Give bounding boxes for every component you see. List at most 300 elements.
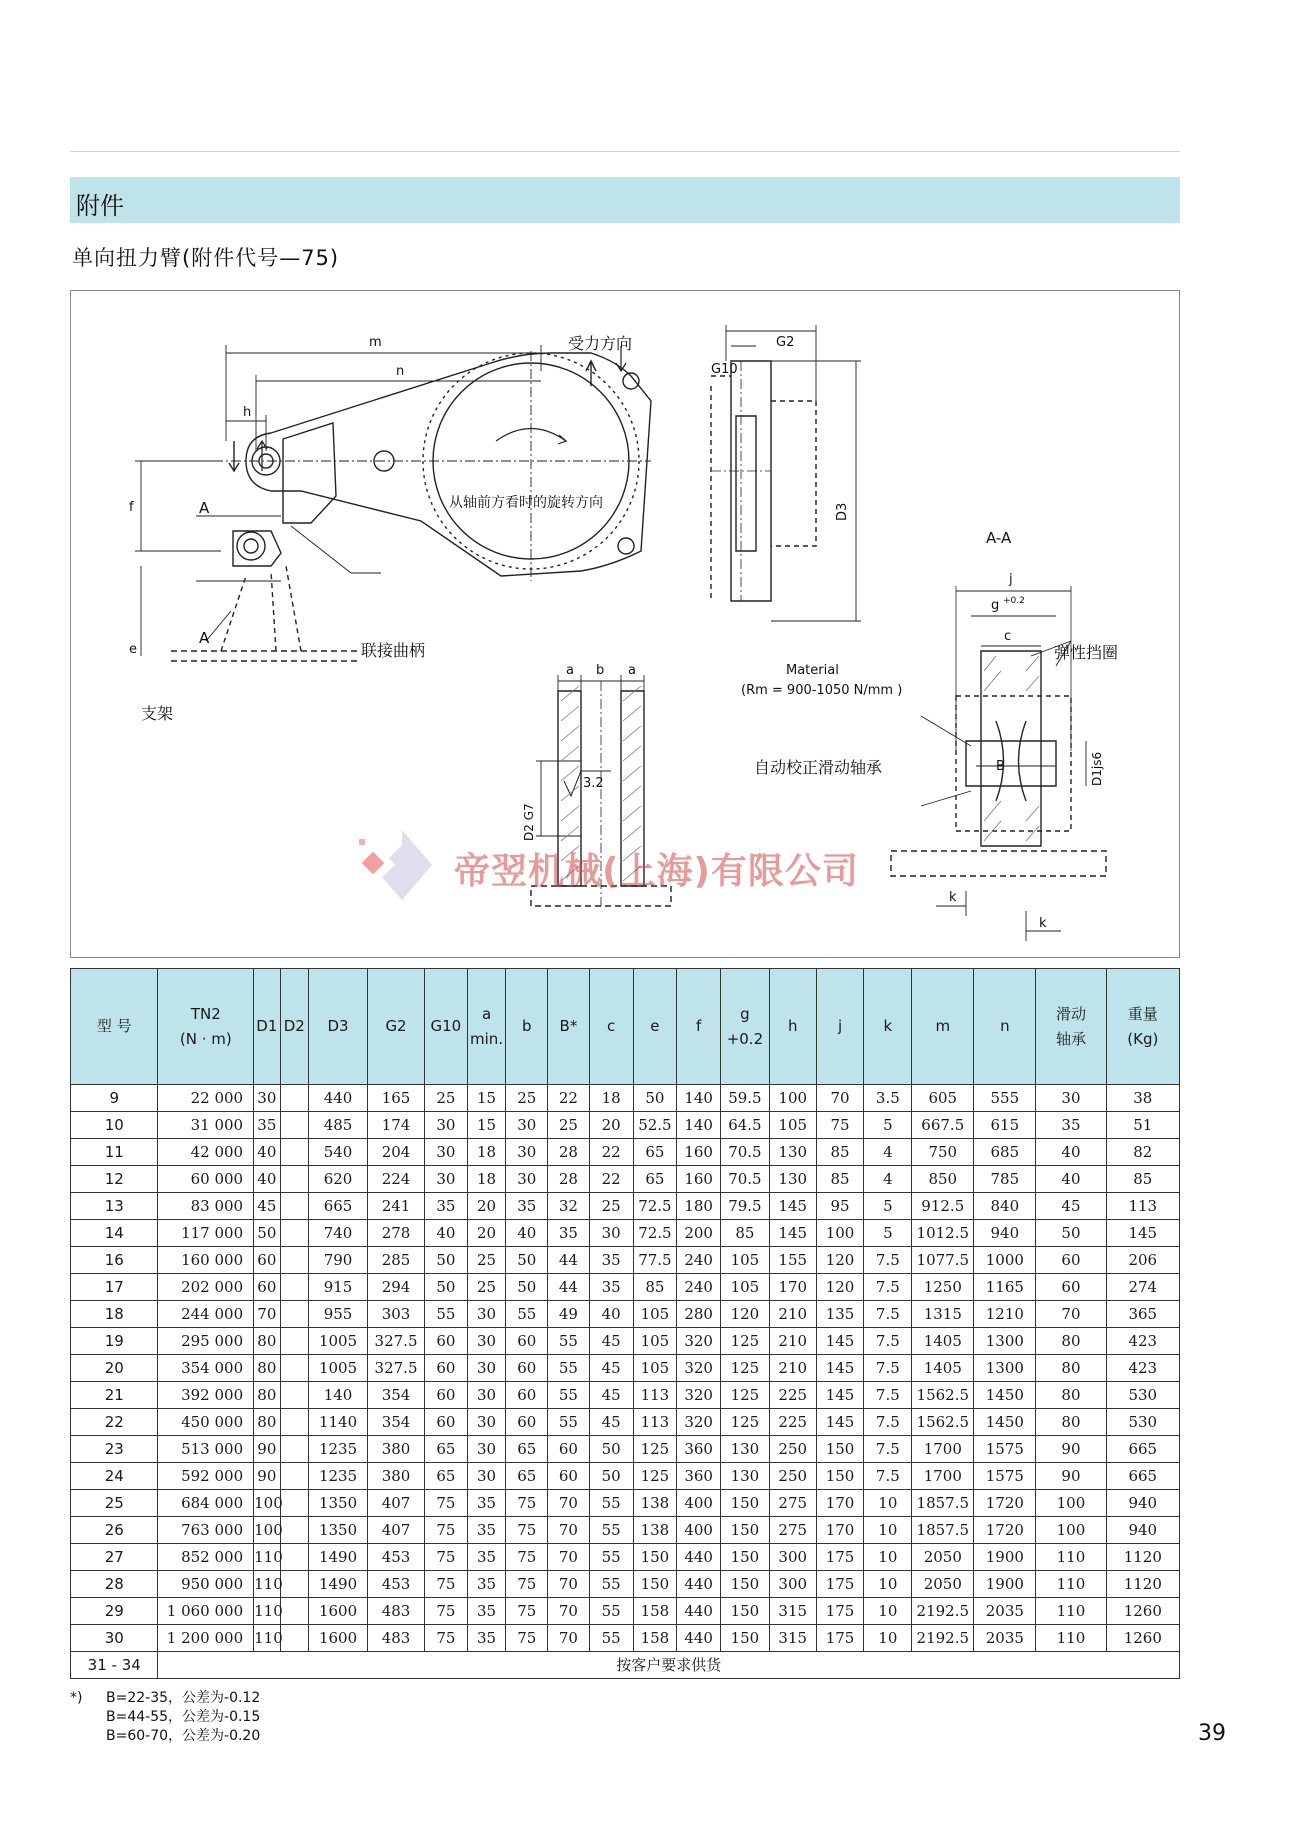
- table-cell: 225: [769, 1382, 816, 1409]
- table-cell: 45: [1036, 1193, 1106, 1220]
- table-cell: 145: [816, 1328, 864, 1355]
- table-cell: 60: [506, 1409, 548, 1436]
- table-row: [71, 1220, 1180, 1247]
- table-cell: 360: [677, 1436, 721, 1463]
- table-cell: [280, 1139, 308, 1166]
- table-cell: 60: [506, 1355, 548, 1382]
- table-cell: 138: [633, 1490, 677, 1517]
- table-cell: 14: [71, 1220, 158, 1247]
- table-cell: 138: [633, 1517, 677, 1544]
- table-cell: 7.5: [864, 1382, 912, 1409]
- table-cell: 110: [1036, 1625, 1106, 1652]
- footnote-line: B=44-55，公差为-0.15: [106, 1709, 261, 1725]
- table-cell: 42 000: [158, 1139, 254, 1166]
- table-cell: 55: [589, 1544, 633, 1571]
- dim-g10: G10: [711, 362, 738, 377]
- table-cell: 90: [1036, 1436, 1106, 1463]
- table-cell: 210: [769, 1301, 816, 1328]
- table-cell: 158: [633, 1625, 677, 1652]
- table-cell: 750: [912, 1139, 974, 1166]
- table-cell: 30: [467, 1436, 506, 1463]
- table-cell: 400: [677, 1517, 721, 1544]
- table-cell: 160: [677, 1139, 721, 1166]
- table-cell: 80: [1036, 1328, 1106, 1355]
- table-cell: 80: [254, 1355, 280, 1382]
- column-header: [633, 969, 677, 1085]
- table-cell: 32: [548, 1193, 590, 1220]
- table-cell: 110: [1036, 1571, 1106, 1598]
- table-cell: 11: [71, 1139, 158, 1166]
- table-row: [71, 1274, 1180, 1301]
- table-cell: 2050: [912, 1571, 974, 1598]
- table-cell: 35: [506, 1193, 548, 1220]
- table-cell: [280, 1355, 308, 1382]
- table-cell: 1600: [309, 1598, 368, 1625]
- dim-k-right: k: [1039, 916, 1047, 931]
- table-cell: 17: [71, 1274, 158, 1301]
- table-row: [71, 1625, 1180, 1652]
- table-cell: 60: [548, 1463, 590, 1490]
- table-cell: 155: [769, 1247, 816, 1274]
- table-cell: 605: [912, 1085, 974, 1112]
- top-rule: [70, 151, 1180, 152]
- dim-a-left: a: [566, 663, 574, 678]
- table-cell: 45: [254, 1193, 280, 1220]
- table-cell: 83 000: [158, 1193, 254, 1220]
- table-cell: 64.5: [721, 1112, 770, 1139]
- dim-b-lower: b: [596, 663, 605, 678]
- table-cell: 110: [254, 1625, 280, 1652]
- table-cell: 75: [425, 1490, 468, 1517]
- force-direction-label: 受力方向: [568, 334, 633, 353]
- crank-outline: [283, 423, 336, 523]
- table-cell: 60: [425, 1409, 468, 1436]
- table-cell: 1857.5: [912, 1517, 974, 1544]
- table-row: [71, 1193, 1180, 1220]
- column-header-label: D3: [327, 1017, 349, 1035]
- table-cell: 35: [467, 1544, 506, 1571]
- table-cell: 530: [1106, 1409, 1179, 1436]
- table-cell: 100: [769, 1085, 816, 1112]
- table-cell: 955: [309, 1301, 368, 1328]
- table-cell: 210: [769, 1328, 816, 1355]
- dim-b-upper: B: [996, 759, 1005, 774]
- table-row-custom: [71, 1652, 1180, 1679]
- table-cell: 150: [816, 1436, 864, 1463]
- table-cell: 145: [769, 1220, 816, 1247]
- column-header-label: 滑动: [1055, 1004, 1086, 1023]
- column-header: [368, 969, 425, 1085]
- table-cell: 117 000: [158, 1220, 254, 1247]
- column-header-sublabel: (N · m): [179, 1029, 232, 1048]
- table-cell: 30: [467, 1382, 506, 1409]
- table-cell: 50: [1036, 1220, 1106, 1247]
- table-cell: [280, 1112, 308, 1139]
- table-cell: 50: [506, 1247, 548, 1274]
- table-cell: 320: [677, 1355, 721, 1382]
- table-cell: 530: [1106, 1382, 1179, 1409]
- table-cell: 174: [368, 1112, 425, 1139]
- table-cell: 555: [974, 1085, 1036, 1112]
- table-cell: [280, 1247, 308, 1274]
- table-cell: 1012.5: [912, 1220, 974, 1247]
- table-cell: 1490: [309, 1571, 368, 1598]
- bracket-label: 支架: [141, 704, 174, 723]
- table-cell: 75: [425, 1625, 468, 1652]
- table-cell: 30: [506, 1139, 548, 1166]
- table-cell: 80: [254, 1328, 280, 1355]
- table-cell: [280, 1274, 308, 1301]
- dim-j: j: [1009, 572, 1013, 587]
- table-cell: 80: [1036, 1355, 1106, 1382]
- table-row: [71, 1301, 1180, 1328]
- table-cell: 1450: [974, 1382, 1036, 1409]
- table-cell: 70: [816, 1085, 864, 1112]
- table-row: [71, 1247, 1180, 1274]
- column-header: [1036, 969, 1106, 1085]
- table-cell: 44: [548, 1274, 590, 1301]
- table-cell: 175: [816, 1571, 864, 1598]
- table-cell: 1300: [974, 1355, 1036, 1382]
- table-cell: 150: [721, 1490, 770, 1517]
- table-cell: 12: [71, 1166, 158, 1193]
- table-row: [71, 1517, 1180, 1544]
- table-cell: 60: [506, 1382, 548, 1409]
- table-row: [71, 1463, 1180, 1490]
- table-cell: 113: [633, 1382, 677, 1409]
- table-cell: [280, 1301, 308, 1328]
- column-header: [506, 969, 548, 1085]
- column-header-label: f: [695, 1017, 702, 1035]
- table-cell: 70: [254, 1301, 280, 1328]
- table-cell: 80: [254, 1409, 280, 1436]
- table-cell: 1250: [912, 1274, 974, 1301]
- column-header: [425, 969, 468, 1085]
- table-cell: 145: [1106, 1220, 1179, 1247]
- table-cell: 365: [1106, 1301, 1179, 1328]
- table-cell: 24: [71, 1463, 158, 1490]
- table-cell: 113: [1106, 1193, 1179, 1220]
- table-cell: 35: [467, 1490, 506, 1517]
- table-cell: 140: [677, 1085, 721, 1112]
- table-row: [71, 1328, 1180, 1355]
- table-cell: 50: [589, 1436, 633, 1463]
- column-header: [864, 969, 912, 1085]
- dim-n: n: [396, 364, 405, 379]
- table-cell: 1210: [974, 1301, 1036, 1328]
- table-cell: 440: [677, 1598, 721, 1625]
- table-cell: 3.5: [864, 1085, 912, 1112]
- table-cell: 4: [864, 1166, 912, 1193]
- table-cell: 665: [1106, 1436, 1179, 1463]
- table-cell: 1350: [309, 1490, 368, 1517]
- table-cell: 35: [467, 1598, 506, 1625]
- table-cell: 80: [254, 1382, 280, 1409]
- dim-h: h: [243, 405, 252, 420]
- table-cell: 140: [677, 1112, 721, 1139]
- table-cell: 315: [769, 1598, 816, 1625]
- arm-outline: [246, 353, 651, 576]
- section-mark-a-bottom: A: [199, 629, 210, 647]
- table-cell: 1350: [309, 1517, 368, 1544]
- table-cell: 400: [677, 1490, 721, 1517]
- table-cell: 35: [425, 1193, 468, 1220]
- table-cell: 1000: [974, 1247, 1036, 1274]
- table-cell: 1235: [309, 1436, 368, 1463]
- column-header-label: 型 号: [96, 1017, 132, 1035]
- table-cell: 110: [1036, 1544, 1106, 1571]
- table-cell: 790: [309, 1247, 368, 1274]
- table-cell: 20: [467, 1193, 506, 1220]
- table-cell: 150: [721, 1571, 770, 1598]
- table-cell: 85: [816, 1139, 864, 1166]
- table-cell: 210: [769, 1355, 816, 1382]
- table-cell: 175: [816, 1625, 864, 1652]
- column-header-label: G2: [385, 1017, 407, 1035]
- table-cell: [280, 1166, 308, 1193]
- table-cell: 165: [368, 1085, 425, 1112]
- column-header-label: B*: [559, 1017, 578, 1035]
- table-cell: 60: [254, 1274, 280, 1301]
- table-cell: 21: [71, 1382, 158, 1409]
- table-cell: 202 000: [158, 1274, 254, 1301]
- table-cell: 35: [467, 1571, 506, 1598]
- table-cell: 852 000: [158, 1544, 254, 1571]
- table-cell: 440: [677, 1544, 721, 1571]
- table-cell: 275: [769, 1517, 816, 1544]
- table-cell: 105: [721, 1274, 770, 1301]
- table-cell: 22: [589, 1139, 633, 1166]
- table-cell: 79.5: [721, 1193, 770, 1220]
- column-header-label: D2: [283, 1017, 305, 1035]
- table-row: [71, 1382, 1180, 1409]
- table-cell: 75: [506, 1544, 548, 1571]
- table-cell: 130: [721, 1463, 770, 1490]
- table-cell: 105: [633, 1328, 677, 1355]
- table-cell: 31 000: [158, 1112, 254, 1139]
- table-cell: 380: [368, 1436, 425, 1463]
- table-cell: 30: [425, 1166, 468, 1193]
- table-cell: 175: [816, 1544, 864, 1571]
- table-cell: 453: [368, 1571, 425, 1598]
- table-cell: 7.5: [864, 1247, 912, 1274]
- table-cell: 840: [974, 1193, 1036, 1220]
- table-row: [71, 1436, 1180, 1463]
- table-cell: 50: [589, 1463, 633, 1490]
- table-cell: 85: [1106, 1166, 1179, 1193]
- table-cell: 60: [1036, 1247, 1106, 1274]
- table-cell: 75: [506, 1517, 548, 1544]
- table-cell: 90: [254, 1436, 280, 1463]
- table-cell: 453: [368, 1544, 425, 1571]
- table-cell: 327.5: [368, 1328, 425, 1355]
- table-row: [71, 1085, 1180, 1112]
- table-cell: 940: [1106, 1490, 1179, 1517]
- table-cell: 25: [425, 1085, 468, 1112]
- table-cell: 130: [721, 1436, 770, 1463]
- table-cell: 1562.5: [912, 1382, 974, 1409]
- column-header: [158, 969, 254, 1085]
- table-cell: 25: [467, 1247, 506, 1274]
- table-cell: 28: [71, 1571, 158, 1598]
- table-cell: 130: [769, 1139, 816, 1166]
- column-header: [816, 969, 864, 1085]
- table-cell: 850: [912, 1166, 974, 1193]
- table-cell: 70.5: [721, 1166, 770, 1193]
- table-cell: 26: [71, 1517, 158, 1544]
- column-header-sublabel: 轴承: [1055, 1029, 1086, 1048]
- table-cell: [280, 1571, 308, 1598]
- table-cell: [280, 1085, 308, 1112]
- column-header: [280, 969, 308, 1085]
- table-cell: 440: [309, 1085, 368, 1112]
- dim-k-left: k: [949, 890, 957, 905]
- table-cell: 1120: [1106, 1544, 1179, 1571]
- table-cell: 354: [368, 1382, 425, 1409]
- table-cell: 7.5: [864, 1355, 912, 1382]
- table-cell: 145: [816, 1409, 864, 1436]
- table-cell: 55: [548, 1382, 590, 1409]
- watermark-text: 帝翌机械(上海)有限公司: [454, 851, 859, 892]
- table-cell: 1857.5: [912, 1490, 974, 1517]
- table-cell: [280, 1490, 308, 1517]
- table-cell: 206: [1106, 1247, 1179, 1274]
- table-cell: 51: [1106, 1112, 1179, 1139]
- table-cell: 35: [548, 1220, 590, 1247]
- section-mark-a-top: A: [199, 499, 210, 517]
- table-cell: 19: [71, 1328, 158, 1355]
- table-cell: 45: [589, 1382, 633, 1409]
- footnote-mark: *): [70, 1690, 83, 1706]
- table-cell: 170: [769, 1274, 816, 1301]
- table-cell: 170: [816, 1490, 864, 1517]
- table-cell: 125: [721, 1382, 770, 1409]
- table-cell: 250: [769, 1436, 816, 1463]
- table-cell: 241: [368, 1193, 425, 1220]
- column-header: [1106, 969, 1179, 1085]
- table-cell: 180: [677, 1193, 721, 1220]
- table-cell: 70: [548, 1571, 590, 1598]
- table-cell: 60: [254, 1247, 280, 1274]
- table-cell: 240: [677, 1247, 721, 1274]
- table-cell: 1575: [974, 1463, 1036, 1490]
- table-cell: 100: [254, 1490, 280, 1517]
- table-cell: 50: [254, 1220, 280, 1247]
- column-header-label: c: [607, 1017, 616, 1035]
- table-cell: 274: [1106, 1274, 1179, 1301]
- table-cell: 10: [864, 1490, 912, 1517]
- table-cell: 150: [816, 1463, 864, 1490]
- table-cell: 18: [589, 1085, 633, 1112]
- dim-d2: D2 G7: [522, 803, 536, 841]
- table-cell: 135: [816, 1301, 864, 1328]
- table-cell: 1562.5: [912, 1409, 974, 1436]
- table-cell: [280, 1436, 308, 1463]
- column-header-label: g: [740, 1004, 750, 1023]
- table-cell: 20: [467, 1220, 506, 1247]
- table-cell: 35: [467, 1517, 506, 1544]
- material-label: Material: [786, 663, 839, 678]
- table-cell: 300: [769, 1544, 816, 1571]
- column-header: [721, 969, 770, 1085]
- table-cell: 30: [506, 1112, 548, 1139]
- table-cell: 75: [506, 1490, 548, 1517]
- table-cell: 1140: [309, 1409, 368, 1436]
- table-cell: 30: [467, 1301, 506, 1328]
- table-cell: 35: [589, 1247, 633, 1274]
- table-cell: 785: [974, 1166, 1036, 1193]
- table-row: [71, 1166, 1180, 1193]
- table-row: [71, 1544, 1180, 1571]
- table-cell: 90: [1036, 1463, 1106, 1490]
- table-cell: 125: [721, 1355, 770, 1382]
- table-cell: 25: [467, 1274, 506, 1301]
- table-cell: 110: [254, 1598, 280, 1625]
- table-cell: 55: [425, 1301, 468, 1328]
- column-header-label: e: [650, 1017, 660, 1035]
- table-row: [71, 1571, 1180, 1598]
- table-cell: 440: [677, 1625, 721, 1652]
- watermark: [357, 825, 877, 905]
- table-cell: 72.5: [633, 1220, 677, 1247]
- section-header: [70, 177, 1180, 223]
- table-cell: 315: [769, 1625, 816, 1652]
- table-cell: 620: [309, 1166, 368, 1193]
- table-row: [71, 1490, 1180, 1517]
- column-header: [769, 969, 816, 1085]
- table-cell: 20: [589, 1112, 633, 1139]
- table-cell: 90: [254, 1463, 280, 1490]
- table-cell: 50: [425, 1247, 468, 1274]
- table-cell: 65: [506, 1463, 548, 1490]
- table-cell: 65: [633, 1166, 677, 1193]
- table-cell: 15: [467, 1085, 506, 1112]
- table-cell: 1315: [912, 1301, 974, 1328]
- table-cell: 685: [974, 1139, 1036, 1166]
- table-cell: 1077.5: [912, 1247, 974, 1274]
- column-header: [254, 969, 280, 1085]
- table-cell: 145: [816, 1355, 864, 1382]
- table-cell: 105: [769, 1112, 816, 1139]
- table-cell: 85: [633, 1274, 677, 1301]
- table-cell: 70: [548, 1544, 590, 1571]
- footnote-line: B=60-70，公差为-0.20: [106, 1728, 261, 1744]
- table-cell: 1575: [974, 1436, 1036, 1463]
- table-cell: 7.5: [864, 1328, 912, 1355]
- table-cell: 65: [425, 1463, 468, 1490]
- table-cell: 7.5: [864, 1274, 912, 1301]
- table-cell: 684 000: [158, 1490, 254, 1517]
- table-cell: 540: [309, 1139, 368, 1166]
- table-cell: 150: [721, 1544, 770, 1571]
- table-cell: 105: [633, 1355, 677, 1382]
- column-header-label: h: [787, 1017, 798, 1035]
- table-cell: 327.5: [368, 1355, 425, 1382]
- table-cell: 10: [864, 1625, 912, 1652]
- table-cell: 40: [1036, 1139, 1106, 1166]
- column-header-label: k: [883, 1017, 893, 1035]
- table-cell: 18: [467, 1139, 506, 1166]
- table-cell: 1005: [309, 1328, 368, 1355]
- dim-f: f: [129, 500, 134, 515]
- table-cell: 1700: [912, 1436, 974, 1463]
- table-cell: 10: [864, 1598, 912, 1625]
- table-cell: 1260: [1106, 1625, 1179, 1652]
- table-cell: 2035: [974, 1625, 1036, 1652]
- table-cell: 278: [368, 1220, 425, 1247]
- table-cell: 65: [506, 1436, 548, 1463]
- table-cell: 45: [589, 1409, 633, 1436]
